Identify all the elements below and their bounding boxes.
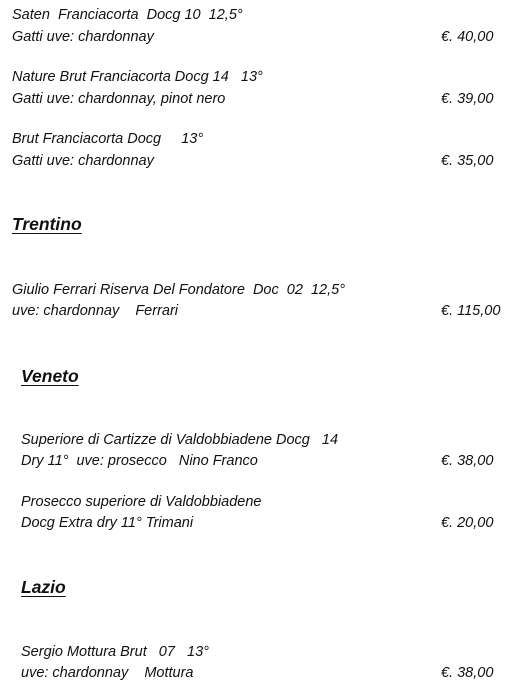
wine-price: €. 115,00 xyxy=(441,303,501,319)
section-title-veneto: Veneto xyxy=(21,366,79,386)
wine-details: Gatti uve: chardonnay xyxy=(12,153,154,169)
wine-name: Nature Brut Franciacorta Docg 14 13° xyxy=(12,69,263,85)
wine-price: €. 39,00 xyxy=(441,91,494,107)
wine-name: Saten Franciacorta Docg 10 12,5° xyxy=(12,7,243,23)
wine-details: uve: chardonnay Ferrari xyxy=(12,303,179,319)
section-title-trentino: Trentino xyxy=(12,214,82,234)
wine-details: Gatti uve: chardonnay xyxy=(12,29,154,45)
wine-details: Docg Extra dry 11° Trimani xyxy=(21,515,194,531)
wine-details: Dry 11° uve: prosecco Nino Franco xyxy=(21,453,258,469)
wine-price: €. 20,00 xyxy=(441,515,494,531)
wine-name: Brut Franciacorta Docg 13° xyxy=(12,131,204,147)
wine-price: €. 40,00 xyxy=(441,29,494,45)
wine-name: Giulio Ferrari Riserva Del Fondatore Doc 02 12,5° xyxy=(12,282,345,298)
wine-price: €. 35,00 xyxy=(441,153,494,169)
section-title-lazio: Lazio xyxy=(21,577,66,597)
wine-name: Sergio Mottura Brut 07 13° xyxy=(21,644,209,660)
wine-name: Superiore di Cartizze di Valdobbiadene Docg 14 xyxy=(21,432,339,448)
wine-name: Prosecco superiore di Valdobbiadene xyxy=(21,494,262,510)
wine-price: €. 38,00 xyxy=(441,665,494,681)
wine-details: Gatti uve: chardonnay, pinot nero xyxy=(12,91,226,107)
wine-details: uve: chardonnay Mottura xyxy=(21,665,194,681)
wine-price: €. 38,00 xyxy=(441,453,494,469)
